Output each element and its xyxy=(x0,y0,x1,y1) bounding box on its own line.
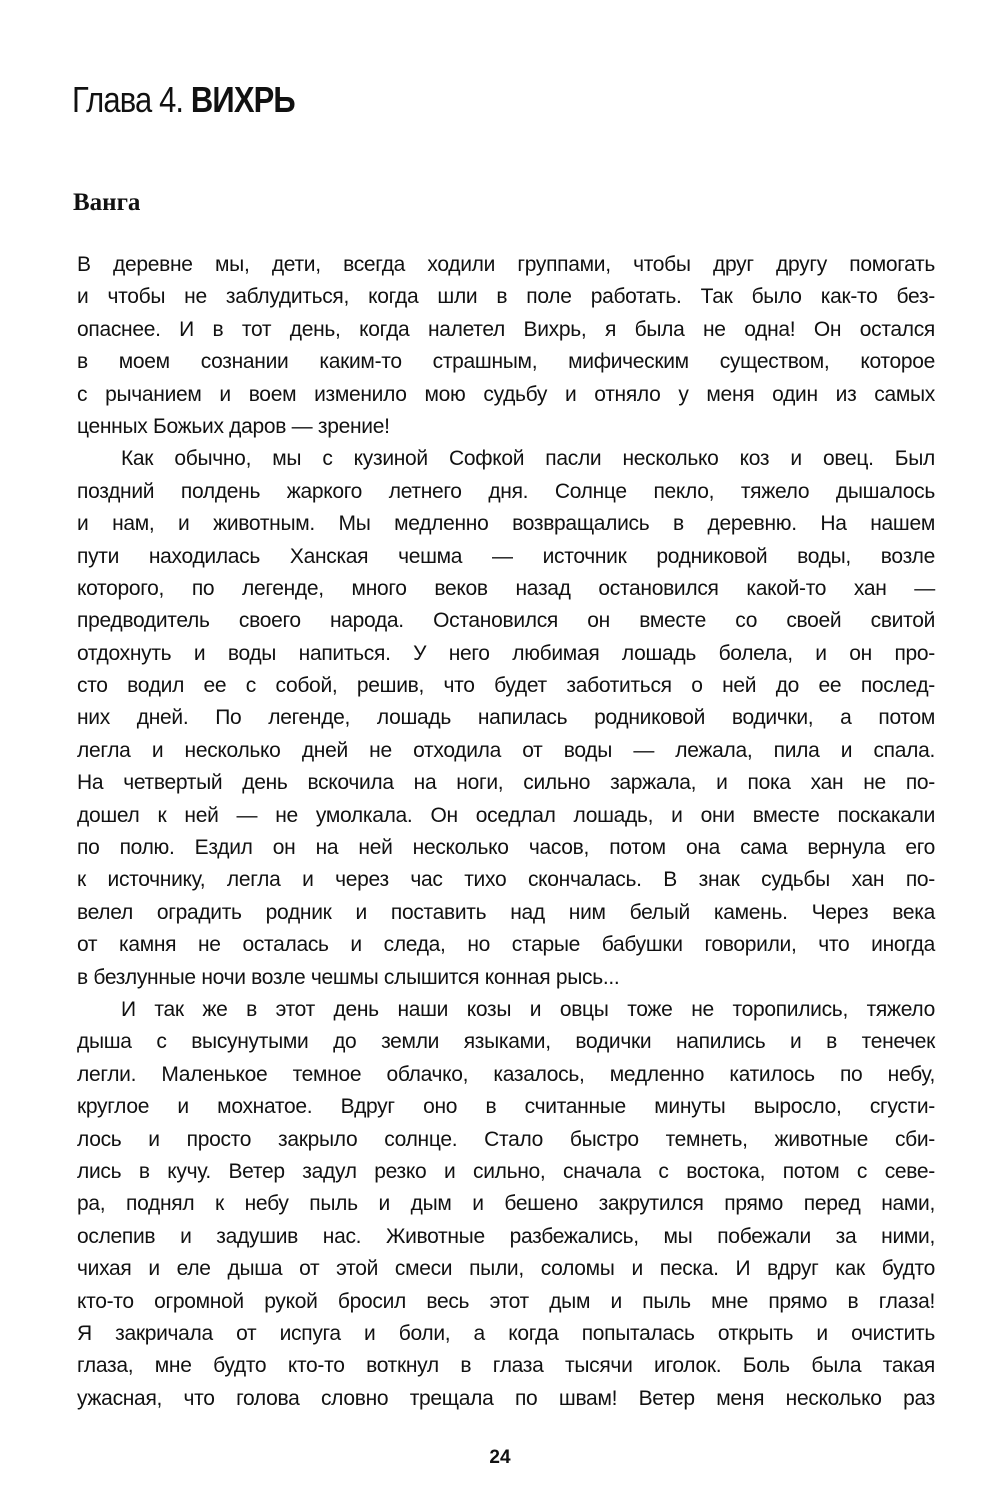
paragraph-2 xyxy=(77,443,935,994)
text-line: от камня не осталась и следа, но старые бабушки говорили, что иногда xyxy=(77,933,935,957)
text-line: с рычанием и воем изменило мою судьбу и отняло у меня один из самых xyxy=(77,382,935,406)
text-line: них дней. По легенде, лошадь напилась родниковой водички, а потом xyxy=(77,706,935,730)
text-line: На четвертый день вскочила на ноги, сильно заржала, и пока хан не по- xyxy=(77,771,935,795)
text-line: ценных Божьих даров — зрение! xyxy=(77,414,390,438)
text-line: кто-то огромной рукой бросил весь этот дым и пыль мне прямо в глаза! xyxy=(77,1289,935,1313)
text-line: Я закричала от испуга и боли, а когда попыталась открыть и очистить xyxy=(77,1321,935,1345)
text-line: поздний полдень жаркого летнего дня. Солнце пекло, тяжело дышалось xyxy=(77,479,935,503)
page-number: 24 xyxy=(489,1447,511,1468)
text-line: в моем сознании каким-то страшным, мифическим существом, которое xyxy=(77,350,935,374)
text-line: сто водил ее с собой, решив, что будет заботиться о ней до ее послед- xyxy=(77,674,935,698)
text-line: дыша с высунутыми до земли языками, водички напились и в тенечек xyxy=(77,1030,935,1054)
text-line: в безлунные ночи возле чешмы слышится конная рысь... xyxy=(77,965,620,989)
section-title: Ванга xyxy=(73,189,141,216)
text-line: ослепив и задушив нас. Животные разбежались, мы побежали за ними, xyxy=(77,1224,935,1248)
chapter-title: ВИХРЬ xyxy=(190,79,295,120)
text-line: В деревне мы, дети, всегда ходили группами, чтобы друг другу помогать xyxy=(77,253,935,276)
text-line: лось и просто закрыло солнце. Стало быстро темнеть, животные сби- xyxy=(77,1127,935,1151)
text-line: чихая и еле дыша от этой смеси пыли, соломы и песка. И вдруг как будто xyxy=(77,1257,935,1281)
chapter-label: Глава 4. xyxy=(72,79,184,120)
paragraph-1 xyxy=(77,249,935,443)
text-line: лись в кучу. Ветер задул резко и сильно, сначала с востока, потом с севе- xyxy=(77,1159,935,1183)
text-line: которого, по легенде, много веков назад остановился какой-то хан — xyxy=(77,576,935,600)
chapter-heading xyxy=(72,78,295,122)
text-line: ужасная, что голова словно трещала по швам! Ветер меня несколько раз xyxy=(77,1386,935,1410)
body-text xyxy=(77,249,935,1415)
text-line: и чтобы не заблудиться, когда шли в поле работать. Так было как-то без- xyxy=(77,285,935,309)
text-line: велел оградить родник и поставить над ним белый камень. Через века xyxy=(77,900,935,924)
text-line: к источнику, легла и через час тихо скончалась. В знак судьбы хан по- xyxy=(77,868,935,892)
text-line: легли. Маленькое темное облачко, казалось, медленно катилось по небу, xyxy=(77,1062,935,1086)
text-line: предводитель своего народа. Остановился он вместе со своей свитой xyxy=(77,609,935,633)
paragraph-3 xyxy=(77,994,935,1415)
text-line: дошел к ней — не умолкала. Он оседлал лошадь, и они вместе поскакали xyxy=(77,803,935,827)
text-line: по полю. Ездил он на ней несколько часов, потом она сама вернула его xyxy=(77,836,935,860)
text-line: И так же в этот день наши козы и овцы тоже не торопились, тяжело xyxy=(121,997,935,1021)
text-line: круглое и мохнатое. Вдруг оно в считанные минуты выросло, сгусти- xyxy=(77,1095,935,1119)
text-line: ра, поднял к небу пыль и дым и бешено закрутился прямо перед нами, xyxy=(77,1192,935,1216)
text-line: и нам, и животным. Мы медленно возвращались в деревню. На нашем xyxy=(77,512,935,536)
text-line: глаза, мне будто кто-то воткнул в глаза тысячи иголок. Боль была такая xyxy=(77,1354,935,1378)
text-line: отдохнуть и воды напиться. У него любимая лошадь болела, и он про- xyxy=(77,641,935,665)
text-line: легла и несколько дней не отходила от воды — лежала, пила и спала. xyxy=(77,738,935,762)
text-line: опаснее. И в тот день, когда налетел Вихрь, я была не одна! Он остался xyxy=(77,317,935,341)
text-line: Как обычно, мы с кузиной Софкой пасли несколько коз и овец. Был xyxy=(121,447,935,471)
text-line: пути находилась Ханская чешма — источник родниковой воды, возле xyxy=(77,544,935,568)
